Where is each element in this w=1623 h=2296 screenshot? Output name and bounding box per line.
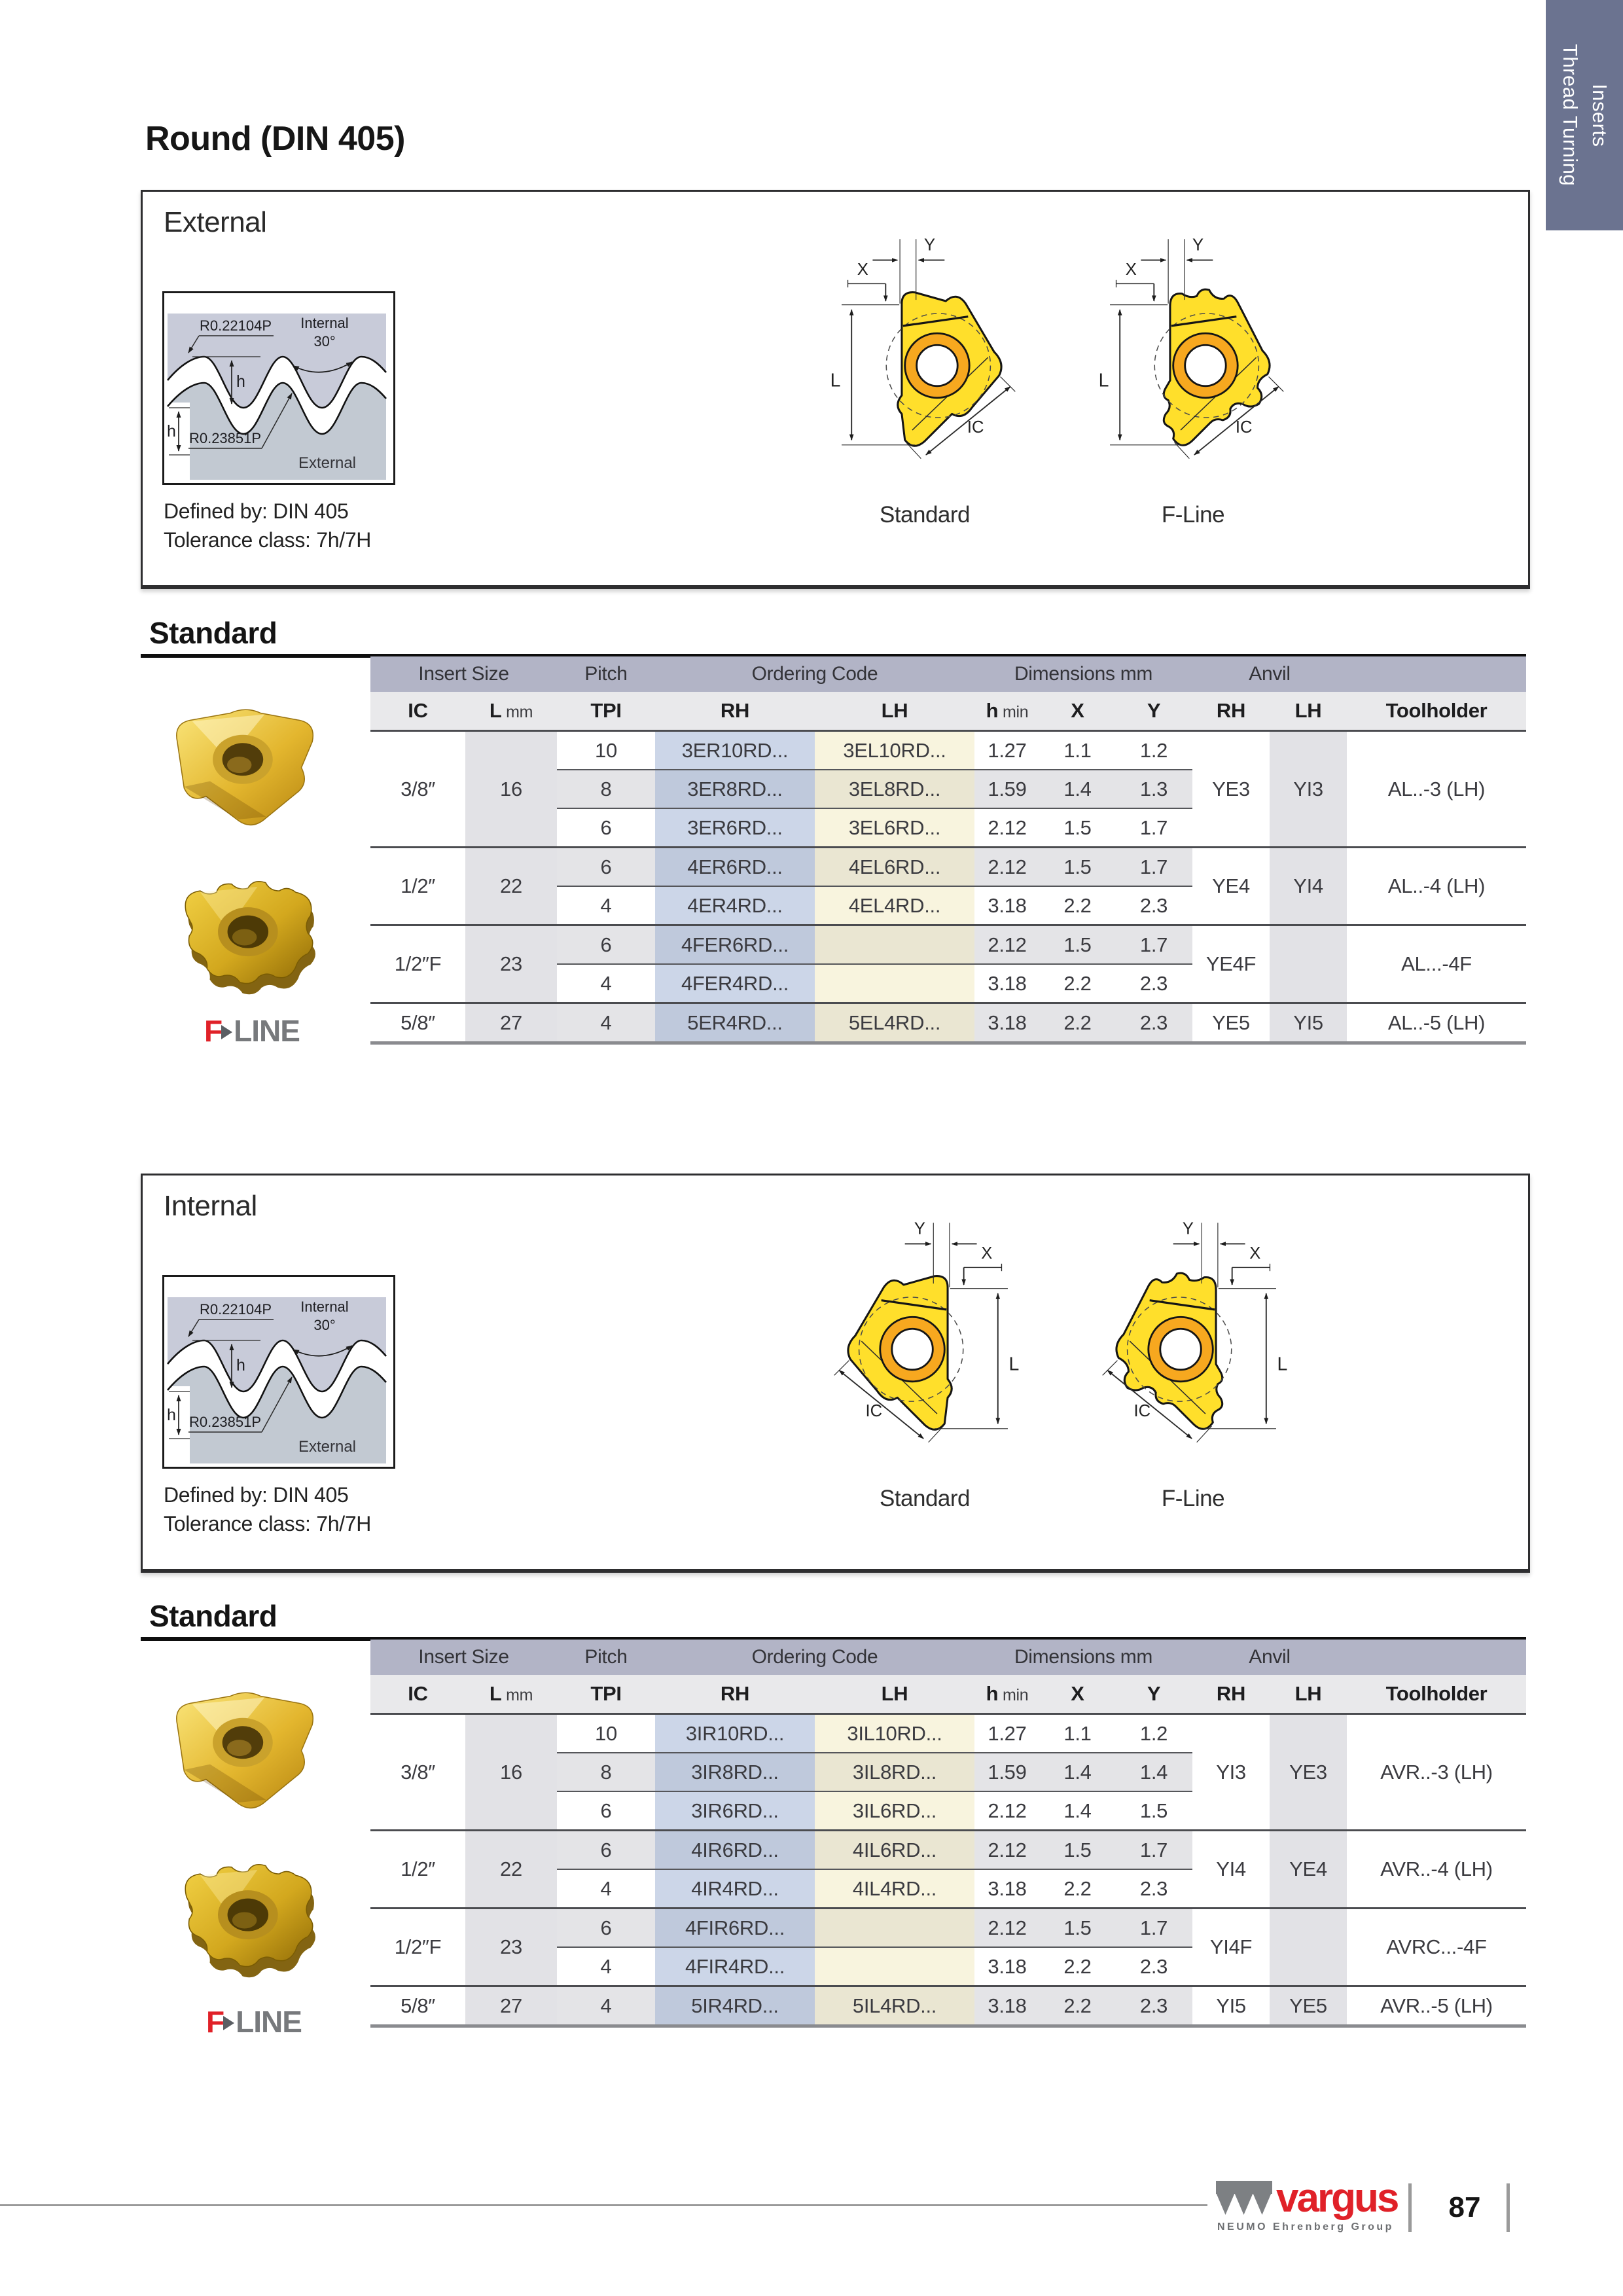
column-header: IC: [370, 1675, 465, 1714]
cell-l: 23: [465, 1909, 557, 1986]
cell-y: 2.3: [1115, 1947, 1192, 1986]
svg-text:h: h: [167, 1406, 176, 1424]
table-row: [370, 1003, 1526, 1043]
column-group-header: Anvil: [1192, 1640, 1347, 1675]
table-row: [370, 1714, 1526, 1753]
table-row: [370, 1909, 1526, 1948]
cell-x: 1.5: [1040, 808, 1115, 848]
column-group-header: Dimensions mm: [974, 656, 1192, 692]
cell-tpi: 4: [557, 1003, 655, 1043]
cell-rh: 4FIR6RD...: [655, 1909, 815, 1948]
cell-rh: 5ER4RD...: [655, 1003, 815, 1043]
cell-tpi: 4: [557, 964, 655, 1003]
cell-h: 2.12: [974, 848, 1040, 887]
column-group-header: [1347, 1640, 1526, 1675]
cell-l: 27: [465, 1986, 557, 2026]
vargus-subtitle: NEUMO Ehrenberg Group: [1217, 2221, 1394, 2233]
cell-x: 2.2: [1040, 886, 1115, 925]
footer-divider: [1507, 2183, 1510, 2232]
cell-arh: YE4: [1192, 848, 1270, 925]
cell-ic: 1/2″: [370, 848, 465, 925]
column-header: LH: [815, 692, 974, 731]
column-header: h min: [974, 1675, 1040, 1714]
svg-text:L: L: [830, 370, 841, 391]
table-row: [370, 925, 1526, 965]
cell-l: 22: [465, 848, 557, 925]
cell-rh: 4IR6RD...: [655, 1831, 815, 1870]
fline-logo-arrow-icon: [223, 2016, 234, 2030]
cell-ic: 1/2″: [370, 1831, 465, 1909]
cell-lh: [815, 1909, 974, 1948]
din-405-table: [370, 656, 1526, 1045]
svg-text:h: h: [236, 1356, 245, 1374]
cell-rh: 3ER8RD...: [655, 770, 815, 808]
svg-text:R0.23851P: R0.23851P: [188, 1414, 262, 1430]
cell-y: 2.3: [1115, 1986, 1192, 2026]
cell-y: 1.7: [1115, 808, 1192, 848]
thread-profile-diagram: [162, 291, 395, 485]
page-title: Round (DIN 405): [145, 120, 405, 158]
table-row: [370, 1986, 1526, 2026]
cell-x: 1.1: [1040, 1714, 1115, 1753]
cell-th: AVR..-3 (LH): [1347, 1714, 1526, 1831]
cell-lh: 3IL6RD...: [815, 1791, 974, 1831]
chapter-tab: [1546, 0, 1623, 230]
cell-h: 3.18: [974, 1869, 1040, 1909]
cell-h: 3.18: [974, 1986, 1040, 2026]
vargus-zigzag-icon: [1216, 2181, 1272, 2216]
cell-lh: [815, 964, 974, 1003]
column-header: RH: [655, 692, 815, 731]
fline-logo-f: F: [206, 2005, 224, 2039]
cell-lh: 4EL4RD...: [815, 886, 974, 925]
cell-ic: 5/8″: [370, 1986, 465, 2026]
caption-standard: Standard: [879, 1486, 971, 1511]
cell-ic: 1/2″F: [370, 1909, 465, 1986]
svg-text:External: External: [298, 454, 357, 472]
insert-diagram-fline: [1075, 221, 1311, 476]
cell-x: 2.2: [1040, 1986, 1115, 2026]
svg-text:IC: IC: [1235, 418, 1253, 437]
cell-y: 1.7: [1115, 1831, 1192, 1870]
cell-lh: 3EL8RD...: [815, 770, 974, 808]
cell-l: 22: [465, 1831, 557, 1909]
cell-lh: 5EL4RD...: [815, 1003, 974, 1043]
insert-diagram-standard: [807, 221, 1043, 476]
column-header: RH: [1192, 692, 1270, 731]
cell-x: 2.2: [1040, 1947, 1115, 1986]
cell-rh: 3IR10RD...: [655, 1714, 815, 1753]
cell-tpi: 4: [557, 1947, 655, 1986]
cell-h: 3.18: [974, 964, 1040, 1003]
column-group-header: Insert Size: [370, 656, 557, 692]
fline-logo: [206, 2004, 302, 2039]
column-header: Y: [1115, 1675, 1192, 1714]
internal-section-box: [141, 1174, 1530, 1573]
svg-text:IC: IC: [967, 418, 984, 437]
column-header: Toolholder: [1347, 1675, 1526, 1714]
cell-y: 1.2: [1115, 731, 1192, 770]
cell-x: 1.5: [1040, 848, 1115, 887]
cell-lh: 5IL4RD...: [815, 1986, 974, 2026]
column-header: L mm: [465, 1675, 557, 1714]
svg-text:30°: 30°: [313, 1317, 336, 1333]
cell-y: 1.5: [1115, 1791, 1192, 1831]
cell-x: 1.4: [1040, 1791, 1115, 1831]
cell-th: AL...-4F: [1347, 925, 1526, 1003]
cell-tpi: 6: [557, 925, 655, 965]
cell-l: 16: [465, 1714, 557, 1831]
cell-y: 2.3: [1115, 964, 1192, 1003]
column-header: Toolholder: [1347, 692, 1526, 731]
cell-lh: 3IL8RD...: [815, 1753, 974, 1791]
cell-lh: [815, 925, 974, 965]
external-table-heading: Standard: [149, 616, 277, 650]
column-header: h min: [974, 692, 1040, 731]
cell-x: 1.5: [1040, 925, 1115, 965]
column-group-header: Ordering Code: [655, 1640, 974, 1675]
cell-y: 1.7: [1115, 925, 1192, 965]
column-header: TPI: [557, 692, 655, 731]
column-header: RH: [655, 1675, 815, 1714]
column-group-header: Pitch: [557, 656, 655, 692]
cell-l: 23: [465, 925, 557, 1003]
internal-section-title: Internal: [164, 1190, 257, 1222]
thread-profile-diagram: [162, 1275, 395, 1469]
cell-y: 1.7: [1115, 1909, 1192, 1948]
cell-x: 1.1: [1040, 731, 1115, 770]
cell-rh: 4ER4RD...: [655, 886, 815, 925]
column-group-header: Anvil: [1192, 656, 1347, 692]
cell-alh: YE5: [1270, 1986, 1347, 2026]
cell-y: 2.3: [1115, 1869, 1192, 1909]
cell-y: 1.7: [1115, 848, 1192, 887]
column-header: L mm: [465, 692, 557, 731]
cell-h: 1.27: [974, 1714, 1040, 1753]
svg-text:X: X: [857, 260, 868, 279]
cell-rh: 4FER4RD...: [655, 964, 815, 1003]
cell-y: 2.3: [1115, 886, 1192, 925]
cell-h: 1.27: [974, 731, 1040, 770]
cell-rh: 4IR4RD...: [655, 1869, 815, 1909]
svg-text:Y: Y: [1192, 236, 1204, 255]
column-header: TPI: [557, 1675, 655, 1714]
cell-ic: 3/8″: [370, 1714, 465, 1831]
cell-alh: YI5: [1270, 1003, 1347, 1043]
cell-ic: 5/8″: [370, 1003, 465, 1043]
tolerance-text: Tolerance class: 7h/7H: [164, 1512, 372, 1535]
svg-text:IC: IC: [865, 1401, 883, 1420]
cell-h: 2.12: [974, 925, 1040, 965]
cell-lh: 3IL10RD...: [815, 1714, 974, 1753]
cell-h: 1.59: [974, 770, 1040, 808]
cell-arh: YI3: [1192, 1714, 1270, 1831]
cell-th: AVRC...-4F: [1347, 1909, 1526, 1986]
insert-diagram-fline: [1075, 1204, 1311, 1460]
cell-tpi: 8: [557, 770, 655, 808]
cell-rh: 3ER10RD...: [655, 731, 815, 770]
cell-rh: 4FIR4RD...: [655, 1947, 815, 1986]
cell-th: AL..-3 (LH): [1347, 731, 1526, 848]
cell-h: 2.12: [974, 808, 1040, 848]
column-header: Y: [1115, 692, 1192, 731]
insert-photo-fline: [169, 863, 332, 1013]
tab-line-1: Thread Turning: [1559, 44, 1582, 187]
svg-text:R0.22104P: R0.22104P: [199, 317, 272, 334]
svg-text:R0.23851P: R0.23851P: [188, 430, 262, 446]
cell-ic: 3/8″: [370, 731, 465, 848]
svg-text:Internal: Internal: [300, 315, 349, 331]
svg-text:Internal: Internal: [300, 1299, 349, 1315]
table-row: [370, 848, 1526, 887]
cell-y: 1.4: [1115, 1753, 1192, 1791]
svg-text:IC: IC: [1133, 1401, 1151, 1420]
cell-h: 3.18: [974, 1003, 1040, 1043]
cell-tpi: 8: [557, 1753, 655, 1791]
cell-arh: YE5: [1192, 1003, 1270, 1043]
cell-tpi: 4: [557, 1986, 655, 2026]
internal-table-heading: Standard: [149, 1599, 277, 1633]
cell-rh: 5IR4RD...: [655, 1986, 815, 2026]
cell-lh: 4IL6RD...: [815, 1831, 974, 1870]
cell-h: 1.59: [974, 1753, 1040, 1791]
caption-fline: F-Line: [1161, 502, 1225, 528]
svg-text:X: X: [1249, 1244, 1261, 1263]
caption-fline: F-Line: [1161, 1486, 1225, 1511]
svg-text:X: X: [1125, 260, 1137, 279]
insert-photo-standard: [162, 1682, 326, 1826]
cell-x: 1.4: [1040, 1753, 1115, 1791]
external-standard-table: [370, 656, 1526, 1045]
cell-lh: 4EL6RD...: [815, 848, 974, 887]
column-header: X: [1040, 1675, 1115, 1714]
insert-photo-fline: [169, 1846, 332, 1996]
svg-text:L: L: [1277, 1354, 1288, 1375]
insert-diagram-standard: [807, 1204, 1043, 1460]
fline-logo: [204, 1013, 300, 1049]
cell-x: 1.5: [1040, 1909, 1115, 1948]
cell-tpi: 4: [557, 886, 655, 925]
svg-text:Y: Y: [924, 236, 936, 255]
cell-y: 1.3: [1115, 770, 1192, 808]
fline-logo-line: LINE: [234, 1014, 300, 1048]
cell-arh: YE4F: [1192, 925, 1270, 1003]
vargus-logo: [1216, 2176, 1398, 2221]
column-group-header: Insert Size: [370, 1640, 557, 1675]
cell-arh: YI4: [1192, 1831, 1270, 1909]
caption-standard: Standard: [879, 502, 971, 528]
column-header: LH: [1270, 1675, 1347, 1714]
cell-h: 2.12: [974, 1831, 1040, 1870]
fline-logo-f: F: [204, 1014, 222, 1048]
cell-x: 1.4: [1040, 770, 1115, 808]
cell-l: 27: [465, 1003, 557, 1043]
cell-x: 1.5: [1040, 1831, 1115, 1870]
cell-tpi: 10: [557, 1714, 655, 1753]
defined-by-text: Defined by: DIN 405: [164, 1483, 349, 1507]
insert-photo-standard: [162, 699, 326, 843]
svg-text:R0.22104P: R0.22104P: [199, 1301, 272, 1318]
cell-x: 2.2: [1040, 1003, 1115, 1043]
cell-th: AL..-5 (LH): [1347, 1003, 1526, 1043]
cell-h: 3.18: [974, 886, 1040, 925]
column-group-header: Ordering Code: [655, 656, 974, 692]
page-number: 87: [1448, 2191, 1481, 2223]
cell-alh: YI3: [1270, 731, 1347, 848]
cell-l: 16: [465, 731, 557, 848]
cell-alh: [1270, 925, 1347, 1003]
cell-lh: 4IL4RD...: [815, 1869, 974, 1909]
svg-text:External: External: [298, 1438, 357, 1456]
cell-x: 2.2: [1040, 1869, 1115, 1909]
cell-h: 3.18: [974, 1947, 1040, 1986]
svg-text:Y: Y: [1182, 1219, 1194, 1238]
cell-y: 1.2: [1115, 1714, 1192, 1753]
cell-th: AVR..-5 (LH): [1347, 1986, 1526, 2026]
cell-rh: 4ER6RD...: [655, 848, 815, 887]
svg-text:h: h: [167, 422, 176, 440]
column-group-header: [1347, 656, 1526, 692]
internal-standard-table: [370, 1640, 1526, 2028]
cell-tpi: 4: [557, 1869, 655, 1909]
cell-rh: 4FER6RD...: [655, 925, 815, 965]
footer-rule: [0, 2204, 1207, 2206]
cell-alh: YE4: [1270, 1831, 1347, 1909]
cell-rh: 3IR6RD...: [655, 1791, 815, 1831]
column-header: X: [1040, 692, 1115, 731]
svg-text:L: L: [1098, 370, 1109, 391]
column-header: IC: [370, 692, 465, 731]
cell-alh: YI4: [1270, 848, 1347, 925]
defined-by-text: Defined by: DIN 405: [164, 499, 349, 523]
cell-tpi: 6: [557, 1791, 655, 1831]
cell-rh: 3IR8RD...: [655, 1753, 815, 1791]
fline-logo-arrow-icon: [221, 1025, 232, 1039]
svg-text:X: X: [981, 1244, 993, 1263]
external-section-box: [141, 190, 1530, 589]
din-405-table: [370, 1640, 1526, 2028]
cell-h: 2.12: [974, 1909, 1040, 1948]
column-header: LH: [815, 1675, 974, 1714]
vargus-wordmark: vargus: [1276, 2176, 1398, 2221]
column-header: RH: [1192, 1675, 1270, 1714]
cell-tpi: 6: [557, 1831, 655, 1870]
column-header: LH: [1270, 692, 1347, 731]
cell-ic: 1/2″F: [370, 925, 465, 1003]
cell-th: AL..-4 (LH): [1347, 848, 1526, 925]
cell-rh: 3ER6RD...: [655, 808, 815, 848]
cell-tpi: 6: [557, 808, 655, 848]
cell-tpi: 6: [557, 1909, 655, 1948]
cell-arh: YI4F: [1192, 1909, 1270, 1986]
column-group-header: Dimensions mm: [974, 1640, 1192, 1675]
cell-x: 2.2: [1040, 964, 1115, 1003]
cell-lh: 3EL6RD...: [815, 808, 974, 848]
table-row: [370, 1831, 1526, 1870]
footer-divider: [1408, 2183, 1412, 2232]
svg-text:Y: Y: [914, 1219, 925, 1238]
cell-lh: 3EL10RD...: [815, 731, 974, 770]
svg-text:h: h: [236, 372, 245, 391]
cell-th: AVR..-4 (LH): [1347, 1831, 1526, 1909]
svg-text:30°: 30°: [313, 333, 336, 350]
tolerance-text: Tolerance class: 7h/7H: [164, 528, 372, 552]
cell-alh: [1270, 1909, 1347, 1986]
column-group-header: Pitch: [557, 1640, 655, 1675]
cell-tpi: 6: [557, 848, 655, 887]
tab-line-2: Inserts: [1588, 83, 1611, 147]
table-row: [370, 731, 1526, 770]
svg-text:L: L: [1008, 1354, 1020, 1375]
cell-alh: YE3: [1270, 1714, 1347, 1831]
cell-h: 2.12: [974, 1791, 1040, 1831]
cell-tpi: 10: [557, 731, 655, 770]
chapter-tab-label: [1555, 44, 1614, 186]
cell-y: 2.3: [1115, 1003, 1192, 1043]
cell-arh: YE3: [1192, 731, 1270, 848]
cell-lh: [815, 1947, 974, 1986]
cell-arh: YI5: [1192, 1986, 1270, 2026]
external-section-title: External: [164, 206, 267, 238]
fline-logo-line: LINE: [236, 2005, 302, 2039]
